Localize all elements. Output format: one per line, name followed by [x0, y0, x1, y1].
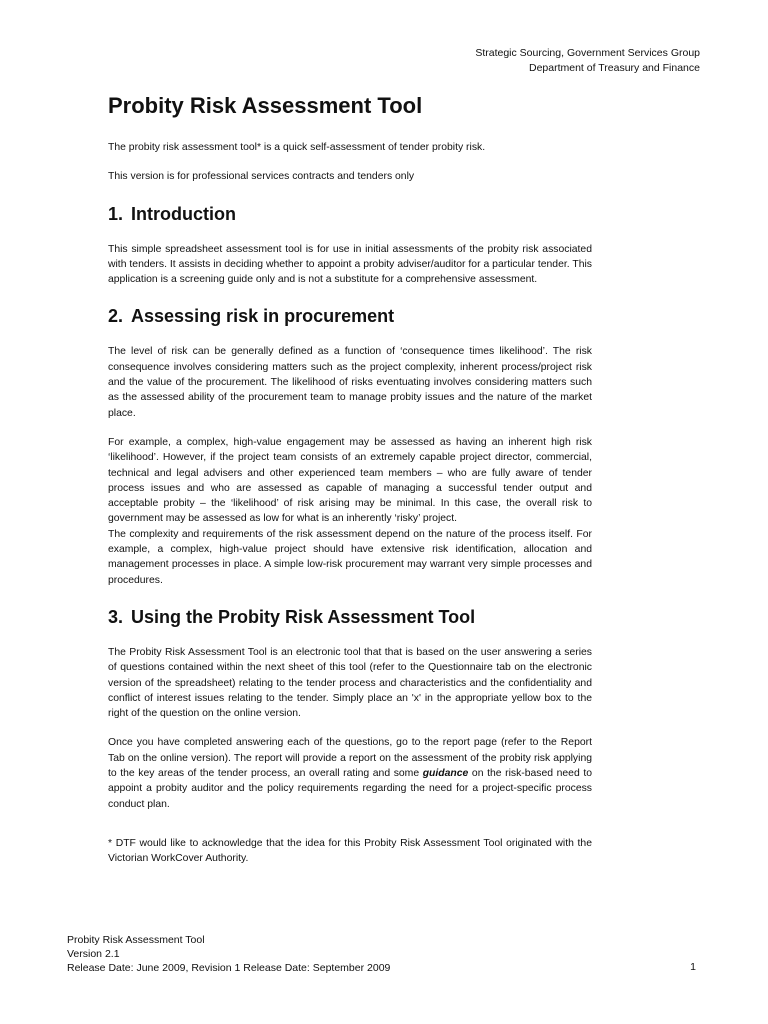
report-text-before: Once you have completed answering each of the questions, go to the report page (refer to the Report Tab on the online version). The report will provide a report on the assessment of the probity risk applying to the key areas of the tender process, an overall rating and some	[108, 737, 592, 780]
section-heading-introduction	[108, 203, 592, 225]
paragraph: The level of risk can be generally defined as a function of ‘consequence times likelihood’. The risk consequence involves considering matters such as the project complexity, inherent process/project risk and the value of the procurement. The likelihood of risks eventuating involves considering matters such as the assessed ability of the procurement team to manage probity issues and the nature of the market place.	[108, 346, 592, 419]
section-title: Introduction	[131, 203, 236, 224]
footer-title: Probity Risk Assessment Tool	[67, 934, 205, 946]
guidance-emphasis: guidance	[422, 768, 469, 780]
paragraph: The Probity Risk Assessment Tool is an electronic tool that that is based on the user answering a series of questions contained within the next sheet of this tool (refer to the Questionnaire tab on the electronic version of the spreadsheet) relating to the tender process and characteristics and the confidentiality and conflict of interest issues relating to the tender. Simply place an 'x' in the appropriate yellow box to the right of the question on the online version.	[108, 646, 592, 720]
page-footer	[67, 933, 390, 975]
page-header	[475, 46, 700, 76]
header-department: Department of Treasury and Finance	[528, 62, 700, 74]
section-title: Using the Probity Risk Assessment Tool	[131, 606, 476, 627]
document-body	[108, 92, 592, 881]
intro-line: The probity risk assessment tool* is a quick self-assessment of tender probity risk.	[108, 142, 486, 153]
header-group: Strategic Sourcing, Government Services Group	[475, 47, 700, 59]
section-title: Assessing risk in procurement	[131, 306, 395, 327]
section-heading-assessing-risk	[108, 305, 592, 327]
footer-release-date: Release Date: June 2009, Revision 1 Release Date: September 2009	[67, 962, 391, 974]
page-title: Probity Risk Assessment Tool	[108, 93, 423, 118]
paragraph: For example, a complex, high-value engagement may be assessed as having an inherent high risk ‘likelihood’. However, if the project team consists of an extremely capable project director, commercial, technical and legal advisers and other experienced team members – who are fully aware of tender process issues and who are assessed as capable of managing a successful tender output and acceptable probity – the ‘likelihood’ of risk arising may be minimal. In this case, the overall risk to government may be assessed as low for what is an inherently ‘risky’ project.	[108, 436, 592, 525]
paragraph-report	[108, 735, 592, 811]
footer-version: Version 2.1	[67, 948, 120, 960]
section-number: 3.	[108, 606, 124, 627]
paragraph: This simple spreadsheet assessment tool is for use in initial assessments of the probity risk associated with tenders. It assists in deciding whether to appoint a probity adviser/auditor for a particular tender. This application is a screening guide only and is not a substitute for a comprehensive assessment.	[108, 243, 592, 286]
paragraph: The complexity and requirements of the risk assessment depend on the nature of the process itself. For example, a complex, high-value project should have extensive risk identification, allocation and management processes in place. A simple low-risk procurement may warrant very simple processes and procedures.	[108, 528, 592, 586]
section-heading-using-tool	[108, 606, 592, 628]
acknowledgement-footnote: * DTF would like to acknowledge that the idea for this Probity Risk Assessment Tool originated with the Victorian WorkCover Authority.	[108, 837, 592, 865]
section-number: 2.	[108, 306, 124, 327]
report-text-after: on the risk-based need to appoint a probity auditor and the policy requirements regarding the need for a project-specific process conduct plan.	[108, 768, 592, 810]
page-number: 1	[690, 961, 696, 973]
section-number: 1.	[108, 203, 124, 224]
intro-line: This version is for professional services contracts and tenders only	[108, 171, 415, 183]
